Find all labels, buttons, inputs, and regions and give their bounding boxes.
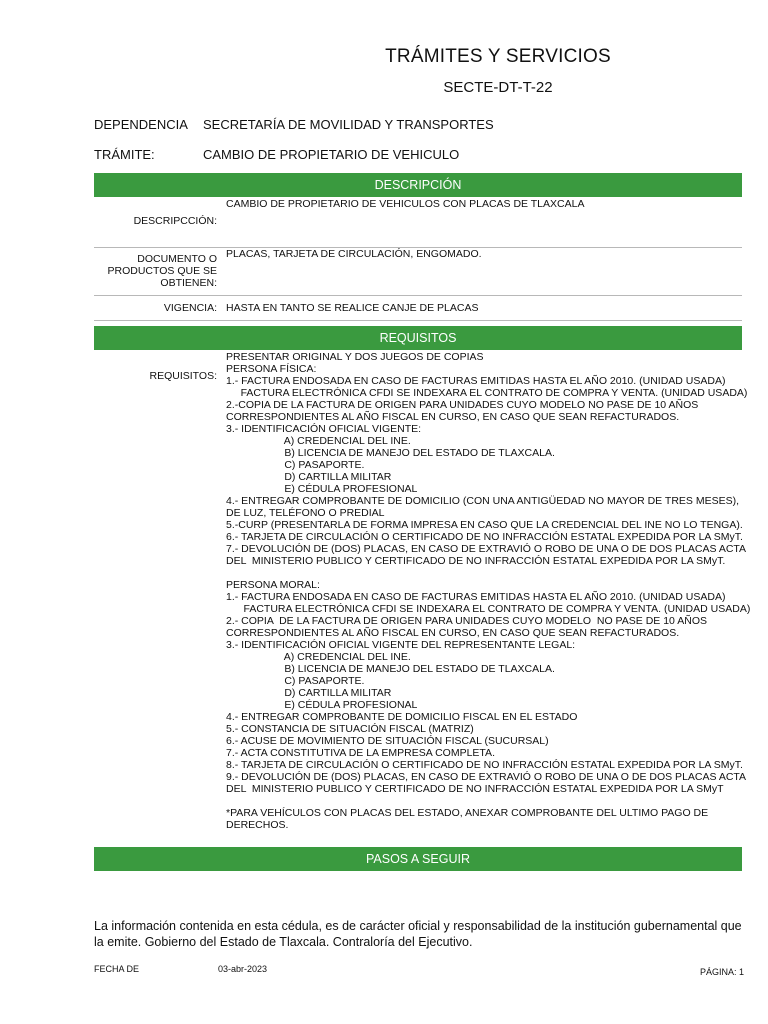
requisitos-band: REQUISITOS xyxy=(94,326,742,350)
requisito-line: A) CREDENCIAL DEL INE. xyxy=(226,651,411,663)
requisito-line: E) CÉDULA PROFESIONAL xyxy=(226,699,418,711)
requisito-line: D) CARTILLA MILITAR xyxy=(226,471,392,483)
requisito-line: 4.- ENTREGAR COMPROBANTE DE DOMICILIO FISCAL EN EL ESTADO xyxy=(226,711,578,723)
requisito-line: FACTURA ELECTRÓNICA CFDI SE INDEXARA EL CONTRATO DE COMPRA Y VENTA. (UNIDAD USADA) xyxy=(226,387,748,399)
descripcion-value: CAMBIO DE PROPIETARIO DE VEHICULOS CON PLACAS DE TLAXCALA xyxy=(226,198,585,210)
tramite-value: CAMBIO DE PROPIETARIO DE VEHICULO xyxy=(203,147,460,162)
requisito-line: A) CREDENCIAL DEL INE. xyxy=(226,435,411,447)
requisito-line: 8.- TARJETA DE CIRCULACIÓN O CERTIFICADO DE NO INFRACCIÓN ESTATAL EXPEDIDA POR LA SMyT. xyxy=(226,759,743,771)
requisitos-label: REQUISITOS: xyxy=(149,370,217,382)
requisito-line: FACTURA ELECTRÓNICA CFDI SE INDEXARA EL CONTRATO DE COMPRA Y VENTA. (UNIDAD USADA) xyxy=(226,603,751,615)
page-title: TRÁMITES Y SERVICIOS xyxy=(385,46,611,67)
requisito-line: PERSONA FÍSICA: xyxy=(226,363,317,375)
footer-notice: La información contenida en esta cédula, es de carácter oficial y responsabilidad de la institución gubernamental que la emite. Gobierno del Estado de Tlaxcala. Contraloría del Ejecutivo. xyxy=(94,919,742,949)
requisito-line: DEL MINISTERIO PUBLICO Y CERTIFICADO DE NO INFRACCIÓN ESTATAL EXPEDIDA POR LA SMyT xyxy=(226,783,724,795)
requisito-line: 2.- COPIA DE LA FACTURA DE ORIGEN PARA UNIDADES CUYO MODELO NO PASE DE 10 AÑOS xyxy=(226,615,707,627)
dependencia-label: DEPENDENCIA xyxy=(94,117,188,132)
requisito-line: 4.- ENTREGAR COMPROBANTE DE DOMICILIO (CON UNA ANTIGÜEDAD NO MAYOR DE TRES MESES), xyxy=(226,495,740,507)
documento-label-line: PRODUCTOS QUE SE xyxy=(107,265,217,277)
requisito-line: 7.- DEVOLUCIÓN DE (DOS) PLACAS, EN CASO DE EXTRAVIÓ O ROBO DE UNA O DE DOS PLACAS ACTA xyxy=(226,543,747,555)
divider xyxy=(94,295,742,296)
requisito-line: 5.- CONSTANCIA DE SITUACIÓN FISCAL (MATRIZ) xyxy=(226,723,474,735)
fecha-label: FECHA DE xyxy=(94,964,140,974)
fecha-value: 03-abr-2023 xyxy=(218,964,268,974)
requisito-line: B) LICENCIA DE MANEJO DEL ESTADO DE TLAXCALA. xyxy=(226,447,555,459)
descripcion-label: DESCRIPCCIÓN: xyxy=(133,215,217,227)
requisito-line: DE LUZ, TELÉFONO O PREDIAL xyxy=(226,507,385,519)
descripcion-band: DESCRIPCIÓN xyxy=(94,173,742,197)
documento-value: PLACAS, TARJETA DE CIRCULACIÓN, ENGOMADO. xyxy=(226,248,482,260)
requisito-line: 5.-CURP (PRESENTARLA DE FORMA IMPRESA EN CASO QUE LA CREDENCIAL DEL INE NO LO TENGA). xyxy=(226,519,743,531)
requisito-line: CORRESPONDIENTES AL AÑO FISCAL EN CURSO, EN CASO QUE SEAN REFACTURADOS. xyxy=(226,411,680,423)
requisito-line: 6.- ACUSE DE MOVIMIENTO DE SITUACIÓN FISCAL (SUCURSAL) xyxy=(226,735,549,747)
documento-label xyxy=(94,253,217,289)
requisito-line: 6.- TARJETA DE CIRCULACIÓN O CERTIFICADO DE NO INFRACCIÓN ESTATAL EXPEDIDA POR LA SMyT. xyxy=(226,531,743,543)
requisito-line: DERECHOS. xyxy=(226,819,289,831)
requisito-line: PERSONA MORAL: xyxy=(226,579,320,591)
blank-line xyxy=(226,567,750,579)
requisito-line: PRESENTAR ORIGINAL Y DOS JUEGOS DE COPIAS xyxy=(226,351,484,363)
requisito-line: 1.- FACTURA ENDOSADA EN CASO DE FACTURAS EMITIDAS HASTA EL AÑO 2010. (UNIDAD USADA) xyxy=(226,375,726,387)
tramite-label: TRÁMITE: xyxy=(94,147,155,162)
vigencia-label: VIGENCIA: xyxy=(163,302,217,314)
documento-label-line: OBTIENEN: xyxy=(160,277,217,289)
requisito-line: C) PASAPORTE. xyxy=(226,675,365,687)
blank-line xyxy=(226,795,750,807)
requisito-line: 7.- ACTA CONSTITUTIVA DE LA EMPRESA COMPLETA. xyxy=(226,747,495,759)
requisito-line: 2.-COPIA DE LA FACTURA DE ORIGEN PARA UNIDADES CUYO MODELO NO PASE DE 10 AÑOS xyxy=(226,399,699,411)
documento-label-line: DOCUMENTO O xyxy=(137,253,217,265)
vigencia-value: HASTA EN TANTO SE REALICE CANJE DE PLACAS xyxy=(226,302,479,314)
requisito-line: E) CÉDULA PROFESIONAL xyxy=(226,483,418,495)
requisito-line: D) CARTILLA MILITAR xyxy=(226,687,392,699)
requisito-line: 1.- FACTURA ENDOSADA EN CASO DE FACTURAS EMITIDAS HASTA EL AÑO 2010. (UNIDAD USADA) xyxy=(226,591,726,603)
requisito-line: DEL MINISTERIO PUBLICO Y CERTIFICADO DE NO INFRACCIÓN ESTATAL EXPEDIDA POR LA SMyT. xyxy=(226,555,726,567)
requisito-line: B) LICENCIA DE MANEJO DEL ESTADO DE TLAXCALA. xyxy=(226,663,555,675)
dependencia-value: SECRETARÍA DE MOVILIDAD Y TRANSPORTES xyxy=(203,117,494,132)
requisitos-list xyxy=(226,351,750,831)
page-number: PÁGINA: 1 xyxy=(700,967,745,977)
requisito-line: C) PASAPORTE. xyxy=(226,459,365,471)
document-code: SECTE-DT-T-22 xyxy=(443,79,553,96)
requisito-line: 3.- IDENTIFICACIÓN OFICIAL VIGENTE: xyxy=(226,423,422,435)
requisito-line: CORRESPONDIENTES AL AÑO FISCAL EN CURSO, EN CASO QUE SEAN REFACTURADOS. xyxy=(226,627,680,639)
divider xyxy=(94,320,742,321)
requisito-line: 9.- DEVOLUCIÓN DE (DOS) PLACAS, EN CASO DE EXTRAVIÓ O ROBO DE UNA O DE DOS PLACAS ACTA xyxy=(226,771,747,783)
requisito-line: 3.- IDENTIFICACIÓN OFICIAL VIGENTE DEL REPRESENTANTE LEGAL: xyxy=(226,639,576,651)
requisito-line: *PARA VEHÍCULOS CON PLACAS DEL ESTADO, ANEXAR COMPROBANTE DEL ULTIMO PAGO DE xyxy=(226,807,709,819)
pasos-band: PASOS A SEGUIR xyxy=(94,847,742,871)
